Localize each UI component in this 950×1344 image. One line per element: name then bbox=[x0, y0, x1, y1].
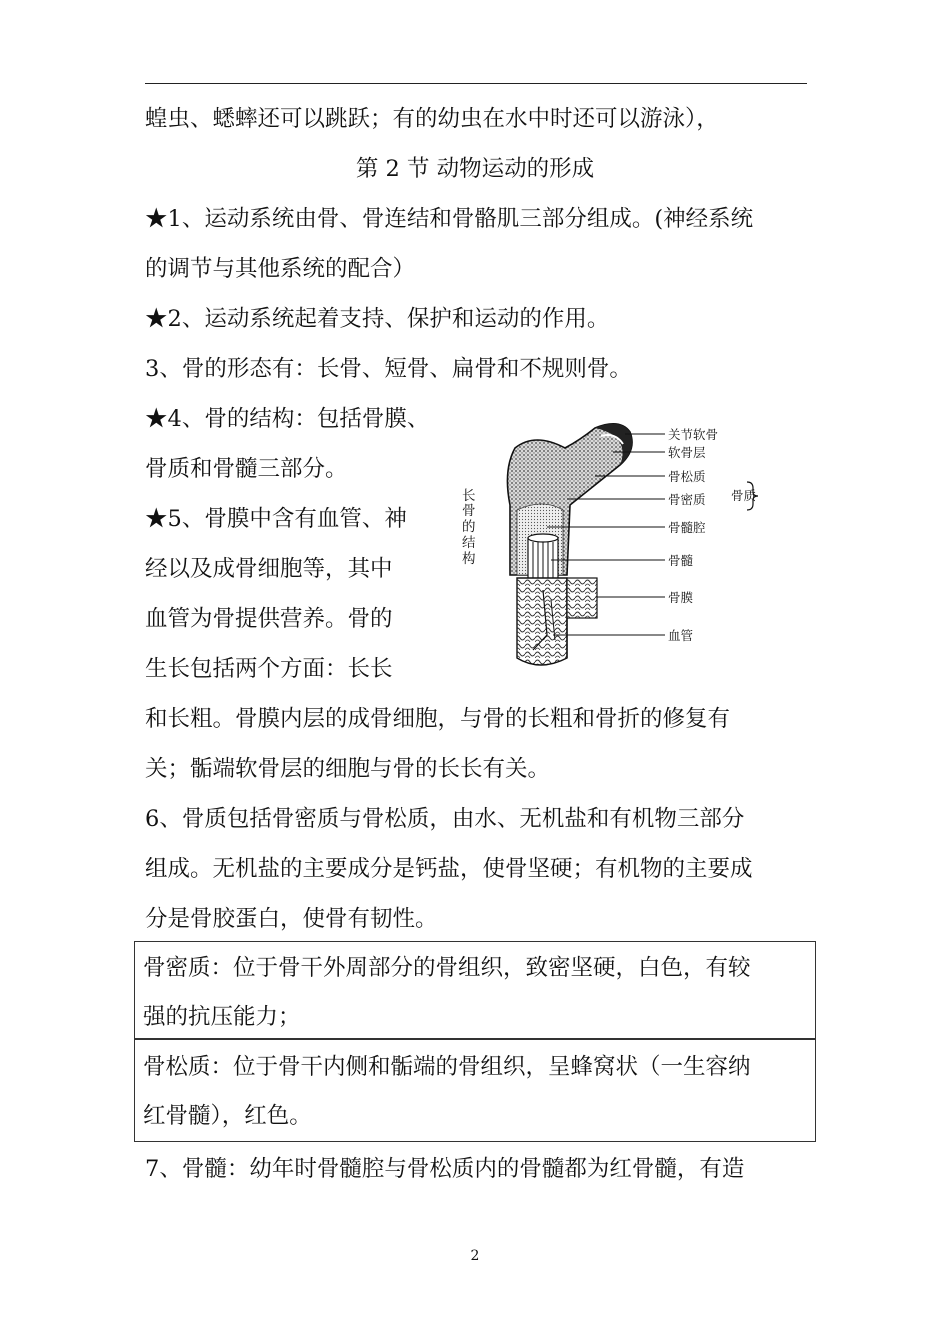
text-line: 骨质和骨髓三部分。 bbox=[145, 456, 348, 482]
text-line: 经以及成骨细胞等，其中 bbox=[145, 556, 393, 582]
label-marrow-cavity: 骨髓腔 bbox=[668, 520, 706, 535]
page-number: 2 bbox=[470, 1248, 480, 1264]
label-bone-substance: 骨质 bbox=[731, 488, 757, 503]
text-line: 蝗虫、蟋蟀还可以跳跃；有的幼虫在水中时还可以游泳）， bbox=[145, 106, 719, 132]
text-line: ★5、骨膜中含有血管、神 bbox=[145, 506, 407, 532]
vertical-title-char: 构 bbox=[462, 551, 476, 567]
vertical-title-char: 长 bbox=[462, 488, 476, 504]
label-periosteum: 骨膜 bbox=[668, 590, 694, 605]
text-line: ★1、运动系统由骨、骨连结和骨骼肌三部分组成。(神经系统 bbox=[145, 206, 754, 232]
vertical-title-char: 骨 bbox=[462, 503, 476, 519]
table-cell-text: 红骨髓），红色。 bbox=[143, 1103, 312, 1129]
label-blood-vessel: 血管 bbox=[668, 628, 694, 643]
table-row-spongy-bone bbox=[134, 1038, 816, 1142]
label-articular-cartilage: 关节软骨 bbox=[668, 427, 719, 442]
text-line: 血管为骨提供营养。骨的 bbox=[145, 606, 393, 632]
text-line: 3、骨的形态有：长骨、短骨、扁骨和不规则骨。 bbox=[145, 356, 632, 382]
text-line: ★4、骨的结构：包括骨膜、 bbox=[145, 406, 430, 432]
periosteum-region bbox=[517, 578, 567, 665]
table-row-compact-bone bbox=[134, 941, 816, 1040]
long-bone-diagram bbox=[455, 410, 785, 680]
text-line: 生长包括两个方面：长长 bbox=[145, 656, 393, 682]
text-line: ★2、运动系统起着支持、保护和运动的作用。 bbox=[145, 306, 610, 332]
label-marrow: 骨髓 bbox=[668, 553, 694, 568]
table-cell-text: 骨密质：位于骨干外周部分的骨组织，致密坚硬，白色，有较 bbox=[143, 955, 751, 981]
table-cell-text: 强的抗压能力； bbox=[143, 1004, 301, 1030]
text-line: 6、骨质包括骨密质与骨松质，由水、无机盐和有机物三部分 bbox=[145, 806, 745, 832]
vertical-title-char: 的 bbox=[462, 519, 476, 535]
vertical-title-char: 结 bbox=[462, 535, 476, 551]
label-compact-bone: 骨密质 bbox=[668, 492, 706, 507]
text-line: 的调节与其他系统的配合） bbox=[145, 256, 416, 282]
label-cartilage-layer: 软骨层 bbox=[668, 445, 706, 460]
header-rule bbox=[145, 83, 807, 84]
label-spongy-bone: 骨松质 bbox=[668, 469, 706, 484]
diagram-vertical-title bbox=[462, 488, 476, 567]
table-cell-text: 骨松质：位于骨干内侧和骺端的骨组织，呈蜂窝状（一生容纳 bbox=[143, 1054, 751, 1080]
section-title: 第 2 节 动物运动的形成 bbox=[355, 156, 595, 182]
text-line: 关；骺端软骨层的细胞与骨的长长有关。 bbox=[145, 756, 551, 782]
periosteum-flap bbox=[567, 578, 597, 618]
text-line: 7、骨髓：幼年时骨髓腔与骨松质内的骨髓都为红骨髓，有造 bbox=[145, 1156, 745, 1182]
text-line: 和长粗。骨膜内层的成骨细胞，与骨的长粗和骨折的修复有 bbox=[145, 706, 731, 732]
text-line: 组成。无机盐的主要成分是钙盐，使骨坚硬；有机物的主要成 bbox=[145, 856, 753, 882]
text-line: 分是骨胶蛋白，使骨有韧性。 bbox=[145, 906, 438, 932]
